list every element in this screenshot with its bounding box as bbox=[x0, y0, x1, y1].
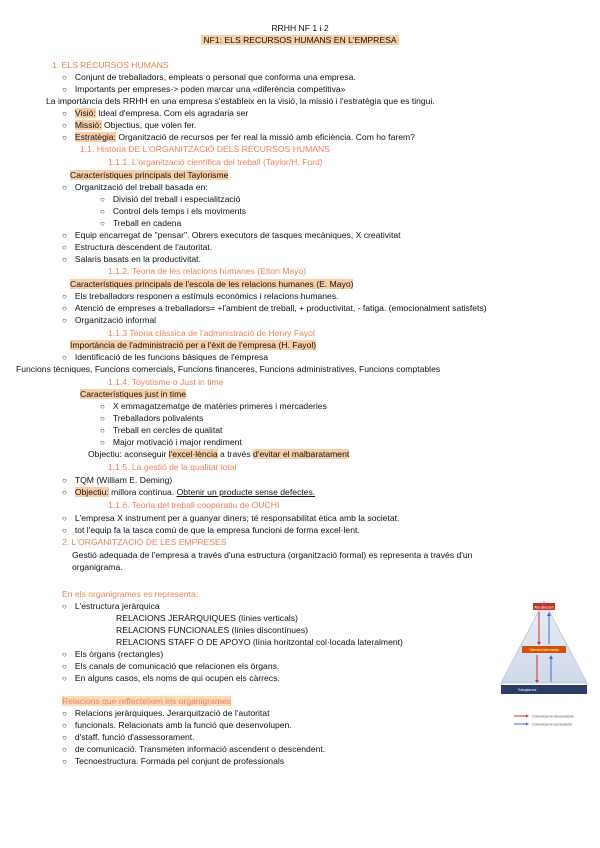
list-item: ○ Estructura descendent de l'autoritat. bbox=[62, 242, 213, 252]
section-heading: 1. ELS RECURSOS HUMANS bbox=[52, 60, 169, 70]
paragraph: La importància dels RRHH en una empresa s'estableix en la visió, la missió i l'estratègia que es tingui. bbox=[46, 96, 435, 106]
list-item: ○ Objectiu: millora contínua. Obtenir un producte sense defectes. bbox=[62, 487, 316, 497]
paragraph: Funcions tècniques, Funcions comercials, Funcions financeres, Funcions administratives, Funcions comptables bbox=[16, 364, 441, 374]
list-item: ○ Divisió del treball i especialització bbox=[100, 194, 241, 204]
list-item: ○ de comunicació. Transmeten informació ascendent o descendent. bbox=[62, 744, 326, 754]
doc-title: RRHH NF 1 i 2 bbox=[271, 23, 329, 33]
list-item: ○ Organització informal bbox=[62, 315, 157, 325]
base-level-label: Trabajadores bbox=[517, 687, 537, 692]
list-item: ○ Major motivació i major rendiment bbox=[100, 437, 242, 447]
list-item: ○ Treball en cadena bbox=[100, 218, 182, 228]
section-heading: 2. L'ORGANITZACIÓ DE LES EMPRESES bbox=[62, 537, 227, 547]
organization-pyramid-figure bbox=[497, 597, 592, 699]
paragraph: organigrama. bbox=[72, 562, 123, 572]
list-item: ○ Relacions jeràrquiques. Jerarquització de l'autoritat bbox=[62, 708, 270, 718]
subsection-heading: 1.1.4. Toyotisme o Just in time bbox=[108, 377, 224, 387]
subsection-heading: En els organigrames es representa: bbox=[62, 589, 199, 599]
list-item: ○ Tecnoestructura. Formada pel conjunt de professionals bbox=[62, 756, 285, 766]
list-item: RELACIONS FUNCIONALES (línies discontínues) bbox=[116, 625, 308, 635]
highlight-label: Importància de l'administració per a l'èxit de l'empresa (H. Fayol) bbox=[70, 340, 317, 350]
list-item: ○ tot l'equip fa la tasca comú de que la empresa funcioni de forma excel·lent. bbox=[62, 525, 360, 535]
highlight-label: Característiques just in time bbox=[80, 389, 187, 399]
paragraph: Gestió adequada de l'empresa a través d'una estructura (organització formal) es representa a través d'un bbox=[72, 550, 473, 560]
list-item: ○ Treball en cercles de qualitat bbox=[100, 425, 223, 435]
list-item: ○ En alguns casos, els noms de qui ocupen els càrrecs. bbox=[62, 673, 280, 683]
doc-subtitle: NF1: ELS RECURSOS HUMANS EN L'EMPRESA bbox=[203, 35, 397, 45]
list-item: ○ Atenció de empreses a treballadors= +l'ambient de treball, + productivitat, - fatiga. (emocionalment satisfets) bbox=[62, 303, 487, 313]
highlight-label: Característiques principals de l'escola de les relacions humanes (E. Mayo) bbox=[70, 279, 354, 289]
subsection-heading: 1.1.5. La gestió de la qualitat total bbox=[108, 462, 237, 472]
list-item: ○ funcionals. Relacionats amb la funció que desenvolupen. bbox=[62, 720, 292, 730]
middle-level-label: Dirección intermedia bbox=[529, 648, 559, 652]
legend-item-descending: Comunicación descendente bbox=[532, 714, 574, 719]
subsection-heading: 1.1. Història DE L'ORGANITZACIÓ DELS RECURSOS HUMANS bbox=[80, 144, 330, 154]
list-item: RELACIONS JERÀRQUIQUES (línies verticals) bbox=[116, 613, 298, 623]
list-item: ○ Importants per empreses-> poden marcar una «diferència competitiva» bbox=[62, 84, 346, 94]
list-item: ○ Estratègia: Organització de recursos per fer real la missió amb eficiència. Com ho farem? bbox=[62, 132, 415, 142]
top-level-label: Alta dirección bbox=[534, 605, 554, 610]
list-item: ○ Salaris basats en la productivitat. bbox=[62, 254, 201, 264]
list-item: ○ Organització del treball basada en: bbox=[62, 182, 208, 192]
list-item: ○ L'empresa X instrument per a guanyar diners; té responsabilitat ètica amb la societat. bbox=[62, 513, 400, 523]
list-item: ○ Els canals de comunicació que relacionen els òrgans. bbox=[62, 661, 280, 671]
list-item: ○ Els treballadors responen a estímuls econòmics i relacions humanes. bbox=[62, 291, 339, 301]
list-item: ○ Control dels temps i els moviments bbox=[100, 206, 247, 216]
pyramid-shape bbox=[501, 601, 587, 683]
list-item: RELACIONS STAFF O DE APOYO (línia horitzontal col·locada lateralment) bbox=[116, 637, 403, 647]
list-item: ○ Equip encarregat de "pensar". Obrers executors de tasques mecàniques, X creativitat bbox=[62, 230, 401, 240]
list-item: ○ Conjunt de treballadors, empleats o personal que conforma una empresa. bbox=[62, 72, 356, 82]
list-item: ○ Identificació de les funcions bàsiques de l'empresa bbox=[62, 352, 269, 362]
legend-item-ascending: Comunicación ascendente bbox=[532, 722, 572, 727]
list-item: ○ L'estructura jeràrquica bbox=[62, 601, 160, 611]
subsection-heading: Relacions que reflecteixen els organigrames bbox=[62, 696, 232, 706]
paragraph: Objectiu: aconseguir l'excel·lència a través d'evitar el malbaratament bbox=[88, 449, 350, 459]
base-level-box bbox=[501, 685, 587, 694]
figure-legend bbox=[512, 712, 592, 728]
list-item: ○ d'staff. funció d'assessorament. bbox=[62, 732, 195, 742]
highlight-label: Característiques principals del Taylorisme bbox=[70, 170, 229, 180]
list-item: ○ Visió: Ideal d'empresa. Com els agradaria ser bbox=[62, 108, 249, 118]
subsection-heading: 1.1.6. Teoria del treball cooperatiu de OUCHI bbox=[108, 500, 280, 510]
subsection-heading: 1.1.3 Teoria clàssica de l'administració de Henry Fayol bbox=[108, 328, 315, 338]
subsection-heading: 1.1.2. Teoria de les relacions humanes (Elton Mayo) bbox=[108, 266, 307, 276]
list-item: ○ Els òrgans (rectangles) bbox=[62, 649, 164, 659]
list-item: ○ TQM (William E. Deming) bbox=[62, 475, 173, 485]
list-item: ○ X emmagatzematge de matèries primeres i mercaderies bbox=[100, 401, 327, 411]
list-item: ○ Treballadors polivalents bbox=[100, 413, 204, 423]
subsection-heading: 1.1.1. L'organització científica del treball (Taylor/H. Ford) bbox=[108, 157, 323, 167]
list-item: ○ Missió: Objectius, que volen fer. bbox=[62, 120, 197, 130]
